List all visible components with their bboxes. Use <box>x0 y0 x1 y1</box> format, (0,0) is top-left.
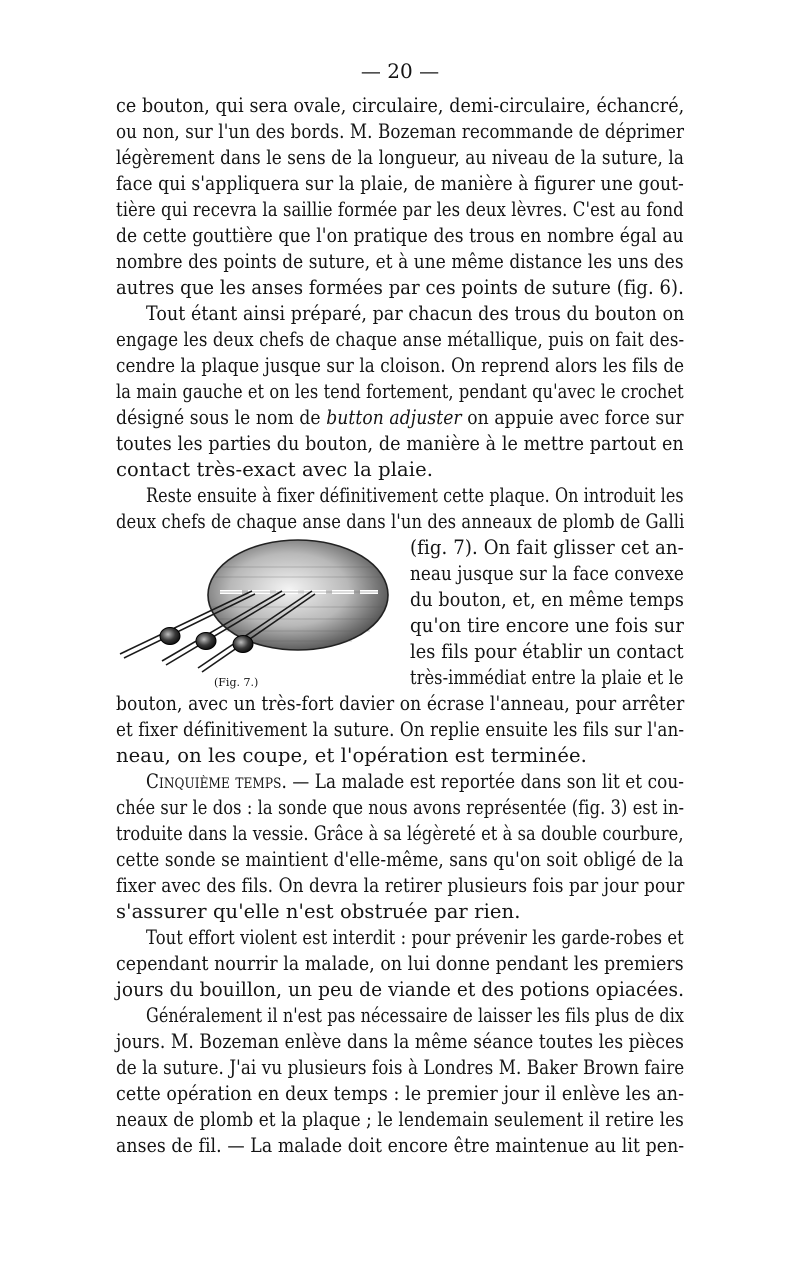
text-line: toutes les parties du bouton, de manière à le mettre partout en <box>116 432 684 455</box>
text-line: anses de fil. — La malade doit encore être maintenue au lit pen- <box>116 1134 685 1157</box>
text-line: fixer avec des fils. On devra la retirer plusieurs fois par jour pour <box>116 874 685 897</box>
text-line: chée sur le dos : la sonde que nous avons représentée (fig. 3) est in- <box>116 796 685 819</box>
text-line: Tout effort violent est interdit : pour prévenir les garde-robes et <box>146 926 684 949</box>
button-with-lead-rings-illustration <box>112 537 394 677</box>
text-line: la main gauche et on les tend fortement, pendant qu'avec le crochet <box>116 380 684 403</box>
text-line <box>116 405 684 431</box>
text-line: très-immédiat entre la plaie et le <box>410 666 684 689</box>
text-line: s'assurer qu'elle n'est obstruée par rien. <box>116 900 521 923</box>
text-line: troduite dans la vessie. Grâce à sa légèreté et à sa double courbure, <box>116 822 684 845</box>
text-line: engage les deux chefs de chaque anse métallique, puis on fait des- <box>116 328 685 351</box>
text-line: deux chefs de chaque anse dans l'un des anneaux de plomb de Galli <box>116 510 685 533</box>
figure-7 <box>112 537 394 677</box>
text-line: cependant nourrir la malade, on lui donne pendant les premiers <box>116 952 684 975</box>
text-line: de cette gouttière que l'on pratique des trous en nombre égal au <box>116 224 684 247</box>
text-run: — La malade est reportée dans son lit et cou- <box>286 770 685 793</box>
text-line: autres que les anses formées par ces points de suture (fig. 6). <box>116 276 684 299</box>
italic-term: button adjuster <box>326 406 462 429</box>
section-heading: Cinquième temps. <box>146 770 287 793</box>
text-line: cette opération en deux temps : le premier jour il enlève les an- <box>116 1082 685 1105</box>
text-line: neaux de plomb et la plaque ; le lendemain seulement il retire les <box>116 1108 684 1131</box>
text-line: face qui s'appliquera sur la plaie, de manière à figurer une gout- <box>116 172 684 195</box>
text-line: et fixer définitivement la suture. On replie ensuite les fils sur l'an- <box>116 718 685 741</box>
text-line: Reste ensuite à fixer définitivement cette plaque. On introduit les <box>146 484 684 507</box>
text-line <box>146 769 684 795</box>
text-line: jours. M. Bozeman enlève dans la même séance toutes les pièces <box>116 1030 685 1053</box>
text-run: désigné sous le nom de <box>116 406 327 429</box>
text-line: cette sonde se maintient d'elle-même, sans qu'on soit obligé de la <box>116 848 684 871</box>
text-line: (fig. 7). On fait glisser cet an- <box>410 536 684 559</box>
text-line: neau, on les coupe, et l'opération est terminée. <box>116 744 587 767</box>
text-line: qu'on tire encore une fois sur <box>410 614 684 637</box>
text-line: ou non, sur l'un des bords. M. Bozeman recommande de déprimer <box>116 120 685 143</box>
figure-caption: (Fig. 7.) <box>214 676 259 689</box>
text-line: ce bouton, qui sera ovale, circulaire, demi-circulaire, échancré, <box>116 94 685 117</box>
text-line: neau jusque sur la face convexe <box>410 562 684 585</box>
text-line: jours du bouillon, un peu de viande et des potions opiacées. <box>116 978 685 1001</box>
text-line: légèrement dans le sens de la longueur, au niveau de la suture, la <box>116 146 685 169</box>
text-line: du bouton, et, en même temps <box>410 588 685 611</box>
text-run: on appuie avec force sur <box>461 406 684 429</box>
text-line: les fils pour établir un contact <box>410 640 684 663</box>
text-line: bouton, avec un très-fort davier on écrase l'anneau, pour arrêter <box>116 692 685 715</box>
text-line: de la suture. J'ai vu plusieurs fois à Londres M. Baker Brown faire <box>116 1056 685 1079</box>
text-line: Tout étant ainsi préparé, par chacun des trous du bouton on <box>146 302 685 325</box>
text-line: tière qui recevra la saillie formée par les deux lèvres. C'est au fond <box>116 198 684 221</box>
text-line: cendre la plaque jusque sur la cloison. On reprend alors les fils de <box>116 354 685 377</box>
text-line: nombre des points de suture, et à une même distance les uns des <box>116 250 684 273</box>
text-line: contact très-exact avec la plaie. <box>116 458 434 481</box>
text-line: Généralement il n'est pas nécessaire de laisser les fils plus de dix <box>146 1004 685 1027</box>
page-number: — 20 — <box>360 59 440 83</box>
